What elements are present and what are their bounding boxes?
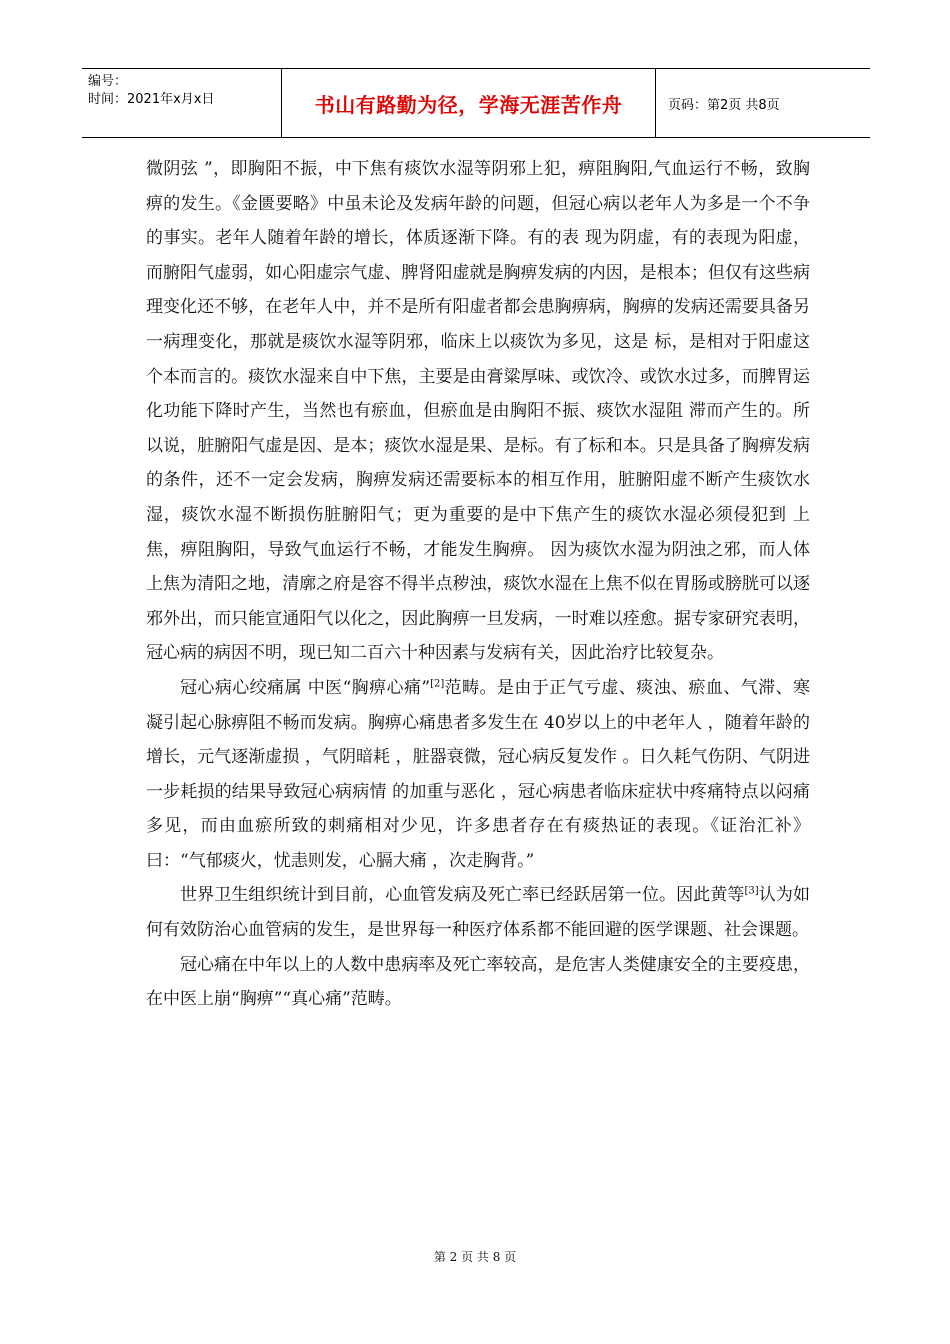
citation-ref: [3] [744,885,759,897]
citation-ref: [2] [430,678,445,690]
paragraph-text: 冠心病心绞痛属 中医“胸痹心痛” [180,677,431,698]
paragraph-text: 冠心痛在中年以上的人数中患病率及死亡率较高，是危害人类健康安全的主要疫患，在中医上崩“胸痹”“真心痛”范畴。 [146,954,810,1010]
body-text [146,152,810,1017]
header-motto: 书山有路勤为径，学海无涯苦作舟 [314,92,623,117]
header-meta-cell [82,69,282,137]
header-number-label: 编号： [88,74,128,89]
page-footer: 第 2 页 共 8 页 [433,1250,517,1264]
header-time-label: 时间：2021年x月x日 [88,92,215,107]
header-page-code: 页码：第2页 共8页 [668,97,780,113]
paragraph-text: 世界卫生组织统计到目前，心血管发病及死亡率已经跃居第一位。因此黄等 [180,885,745,906]
header-page-code-cell [656,69,870,137]
paragraph [146,878,810,947]
paragraph [146,152,810,671]
page-header-table [82,68,870,138]
paragraph-text: 认为如何有效防治心血管病的发生，是世界每一种医疗体系都不能回避的医学课题、社会课题。 [146,885,811,941]
paragraph [146,948,810,1017]
paragraph [146,671,810,879]
paragraph-text: 范畴。是由于正气亏虚、痰浊、瘀血、气滞、寒凝引起心脉痹阻不畅而发病。胸痹心痛患者多发生在 40岁以上的中老年人 ，随着年龄的增长，元气逐渐虚损 ，气阴暗耗 ，脏器衰微，冠心病反复发作 。日久耗气伤阴、气阴进一步耗损的结果导致冠心病病情 的加重与恶化 ，冠心病患者临床症状中疼痛特点以闷痛多见，而由血瘀所致的刺痛相对少见，许多患者存在有痰热证的表现。《证治汇补》曰：“气郁痰火，忧恚则发，心膈大痛 ，次走胸背。” [146,677,811,871]
header-motto-cell [282,69,656,137]
paragraph-text: 微阴弦 ”，即胸阳不振，中下焦有痰饮水湿等阴邪上犯，痹阻胸阳,气血运行不畅，致胸痹的发生。《金匮要略》中虽未论及发病年龄的问题，但冠心病以老年人为多是一个不争的事实。老年人随着年龄的增长，体质逐渐下降。有的表 现为阴虚，有的表现为阳虚，而腑阳气虚弱，如心阳虚宗气虚、脾肾阳虚就是胸痹发病的内因，是根本；但仅有这些病理变化还不够，在老年人中，并不是所有阳虚者都会患胸痹病，胸痹的发病还需要具备另一病理变化，那就是痰饮水湿等阴邪，临床上以痰饮为多见，这是 标，是相对于阳虚这个本而言的。痰饮水湿来自中下焦，主要是由膏粱厚味、或饮冷、或饮水过多，而脾胃运化功能下降时产生，当然也有瘀血，但瘀血是由胸阳不振、痰饮水湿阻 滞而产生的。所以说，脏腑阳气虚是因、是本；痰饮水湿是果、是标。有了标和本。只是具备了胸痹发病的条件，还不一定会发病，胸痹发病还需要标本的相互作用，脏腑阳虚不断产生痰饮水湿，痰饮水湿不断损伤脏腑阳气；更为重要的是中下焦产生的痰饮水湿必须侵犯到 上焦，痹阻胸阳，导致气血运行不畅，才能发生胸痹。 因为痰饮水湿为阴浊之邪，而人体上焦为清阳之地，清廓之府是容不得半点秽浊，痰饮水湿在上焦不似在胃肠或膀胱可以逐邪外出，而只能宣通阳气以化之，因此胸痹一旦发病，一时难以痊愈。据专家研究表明，冠心病的病因不明，现已知二百六十种因素与发病有关，因此治疗比较复杂。 [146,159,810,664]
